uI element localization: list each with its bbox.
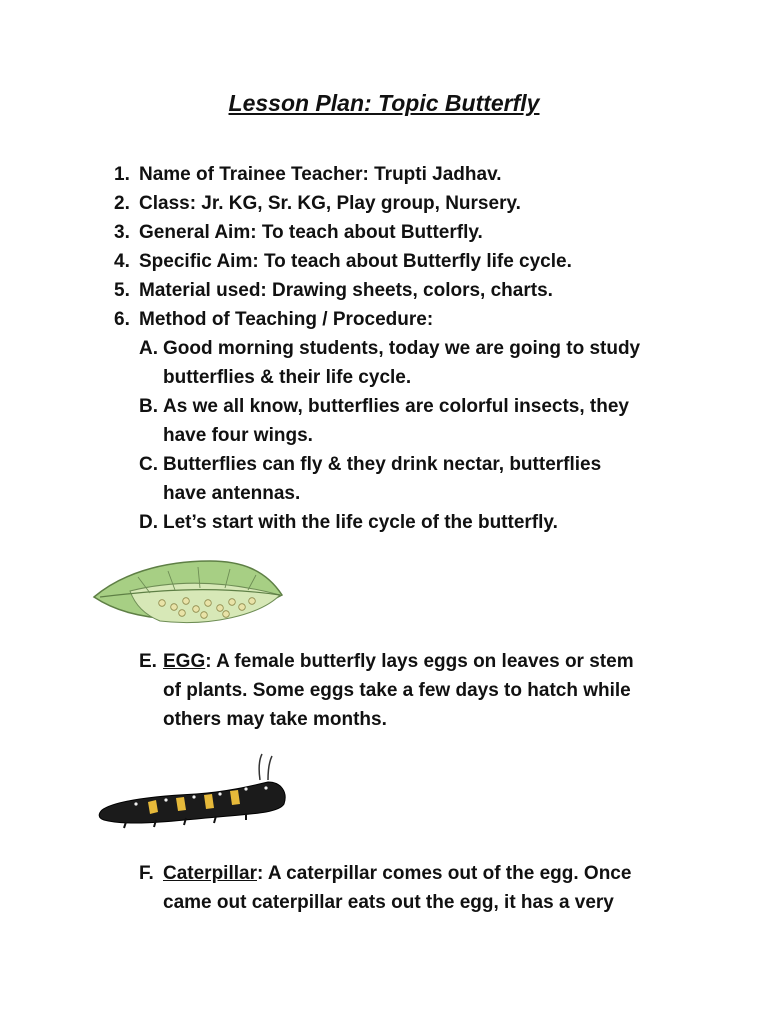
sub-item bbox=[139, 508, 714, 537]
list-item bbox=[114, 189, 714, 218]
text-line: of plants. Some eggs take a few days to hatch while bbox=[163, 680, 631, 701]
item-number: 6. bbox=[114, 309, 130, 330]
sub-item-text bbox=[163, 450, 683, 508]
leaf-with-eggs-image bbox=[90, 555, 290, 635]
item-number: 2. bbox=[114, 193, 130, 214]
caterpillar-image bbox=[96, 752, 296, 834]
sub-item-letter: D. bbox=[139, 512, 158, 533]
egg-section bbox=[114, 647, 714, 734]
text-line: Let’s start with the life cycle of the butterfly. bbox=[163, 512, 558, 533]
list-item bbox=[114, 305, 714, 334]
list-item bbox=[114, 160, 714, 189]
text-line: others may take months. bbox=[163, 709, 387, 730]
sub-item bbox=[139, 392, 714, 450]
caterpillar-term: Caterpillar bbox=[163, 863, 257, 884]
sub-item-text bbox=[163, 647, 683, 734]
item-number: 5. bbox=[114, 280, 130, 301]
text-line: have four wings. bbox=[163, 425, 313, 446]
text-line: have antennas. bbox=[163, 483, 301, 504]
sub-item-text bbox=[163, 334, 683, 392]
item-text: Name of Trainee Teacher: Trupti Jadhav. bbox=[139, 164, 502, 185]
caterpillar-description: : A caterpillar comes out of the egg. Once bbox=[256, 863, 632, 884]
egg-term: EGG bbox=[163, 651, 206, 672]
sub-item-letter: E. bbox=[139, 651, 157, 672]
egg-description: : A female butterfly lays eggs on leaves or stem bbox=[205, 651, 634, 672]
text-line bbox=[163, 647, 683, 676]
text-line: came out caterpillar eats out the egg, it has a very bbox=[163, 892, 614, 913]
page-title: Lesson Plan: Topic Butterfly bbox=[228, 90, 540, 116]
sub-item-letter: B. bbox=[139, 396, 158, 417]
item-text: Specific Aim: To teach about Butterfly life cycle. bbox=[139, 251, 572, 272]
list-item bbox=[114, 276, 714, 305]
sub-item-text bbox=[163, 508, 683, 537]
text-line: Butterflies can fly & they drink nectar, butterflies bbox=[163, 454, 602, 475]
sub-item-text bbox=[163, 859, 683, 917]
sub-item bbox=[139, 647, 714, 734]
text-line: Good morning students, today we are going to study bbox=[163, 338, 641, 359]
item-text: General Aim: To teach about Butterfly. bbox=[139, 222, 483, 243]
sub-item bbox=[139, 334, 714, 392]
sub-item bbox=[139, 859, 714, 917]
text-line: butterflies & their life cycle. bbox=[163, 367, 412, 388]
text-line: As we all know, butterflies are colorful insects, they bbox=[163, 396, 629, 417]
list-item bbox=[114, 218, 714, 247]
sub-item-letter: A. bbox=[139, 338, 158, 359]
item-number: 3. bbox=[114, 222, 130, 243]
item-text: Class: Jr. KG, Sr. KG, Play group, Nursery. bbox=[139, 193, 521, 214]
caterpillar-section bbox=[114, 859, 714, 917]
item-text: Method of Teaching / Procedure: bbox=[139, 309, 434, 330]
lesson-plan-list bbox=[114, 160, 714, 537]
item-text: Material used: Drawing sheets, colors, charts. bbox=[139, 280, 553, 301]
list-item bbox=[114, 247, 714, 276]
sub-item-letter: C. bbox=[139, 454, 158, 475]
sub-item-letter: F. bbox=[139, 863, 154, 884]
item-number: 1. bbox=[114, 164, 130, 185]
sub-item-text bbox=[163, 392, 683, 450]
item-number: 4. bbox=[114, 251, 130, 272]
text-line bbox=[163, 859, 683, 888]
sub-item bbox=[139, 450, 714, 508]
